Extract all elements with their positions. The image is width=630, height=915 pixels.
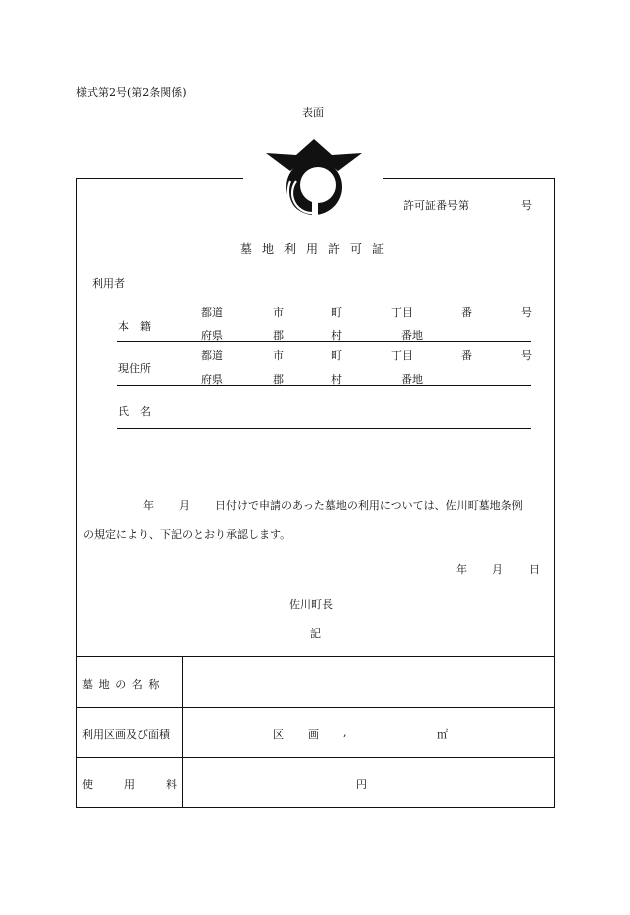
honseki-label: 本 籍 [118,320,151,333]
genjusho-chome: 丁目 [391,349,413,362]
date-year: 年 [456,563,467,576]
row-cemetery-name-label: 墓地の名称 [82,678,165,691]
row-fee-label-b: 用 [124,778,135,791]
row-plot-ku: 区 [273,728,284,741]
genjusho-fuken: 府県 [201,373,223,386]
honseki-banchi: 番地 [401,329,423,342]
name-label: 氏 名 [118,405,151,418]
body-month: 月 [179,499,190,512]
header-note: 様式第2号(第2条関係) [76,86,187,99]
honseki-fuken: 府県 [201,329,223,342]
genjusho-ban: 番 [461,349,472,362]
table-top-border [76,656,555,657]
honseki-machi: 町 [331,306,342,319]
issuer: 佐川町長 [289,598,333,611]
row-plot-area-unit: ㎡ [437,728,448,741]
applicant-label: 利用者 [92,277,125,290]
permit-number-suffix: 号 [521,199,532,212]
body-year: 年 [143,499,154,512]
genjusho-mura: 村 [331,373,342,386]
genjusho-banchi: 番地 [401,373,423,386]
genjusho-todo: 都道 [201,349,223,362]
name-underline [117,428,531,429]
genjusho-gun: 郡 [273,373,284,386]
table-row-divider-1 [76,707,555,708]
honseki-ban: 番 [461,306,472,319]
honseki-shi: 市 [273,306,284,319]
side-label: 表面 [302,106,324,119]
table-column-divider [182,657,183,808]
row-plot-kaku: 画 [308,728,319,741]
date-month: 月 [492,563,503,576]
row-fee-unit: 円 [356,778,367,791]
permit-number-prefix: 許可証番号第 [403,199,469,212]
honseki-chome: 丁目 [391,306,413,319]
genjusho-go: 号 [521,349,532,362]
genjusho-underline [117,385,531,386]
table-row-divider-2 [76,757,555,758]
honseki-go: 号 [521,306,532,319]
permit-frame [76,178,555,808]
honseki-gun: 郡 [273,329,284,342]
honseki-todo: 都道 [201,306,223,319]
honseki-mura: 村 [331,329,342,342]
body-line2: の規定により、下記のとおり承認します。 [83,528,292,541]
date-day: 日 [529,563,540,576]
honseki-underline [117,341,531,342]
row-plot-area-label: 利用区画及び面積 [82,728,170,741]
genjusho-label: 現住所 [118,362,151,375]
genjusho-shi: 市 [273,349,284,362]
body-line1: 日付けで申請のあった墓地の利用については、佐川町墓地条例 [215,499,523,512]
row-plot-comma: , [343,726,347,739]
ki-label: 記 [310,627,321,640]
page-title: 墓地利用許可証 [240,242,395,256]
row-fee-label-c: 料 [166,778,177,791]
genjusho-machi: 町 [331,349,342,362]
town-emblem-icon [266,137,362,221]
row-fee-label-a: 使 [82,778,93,791]
